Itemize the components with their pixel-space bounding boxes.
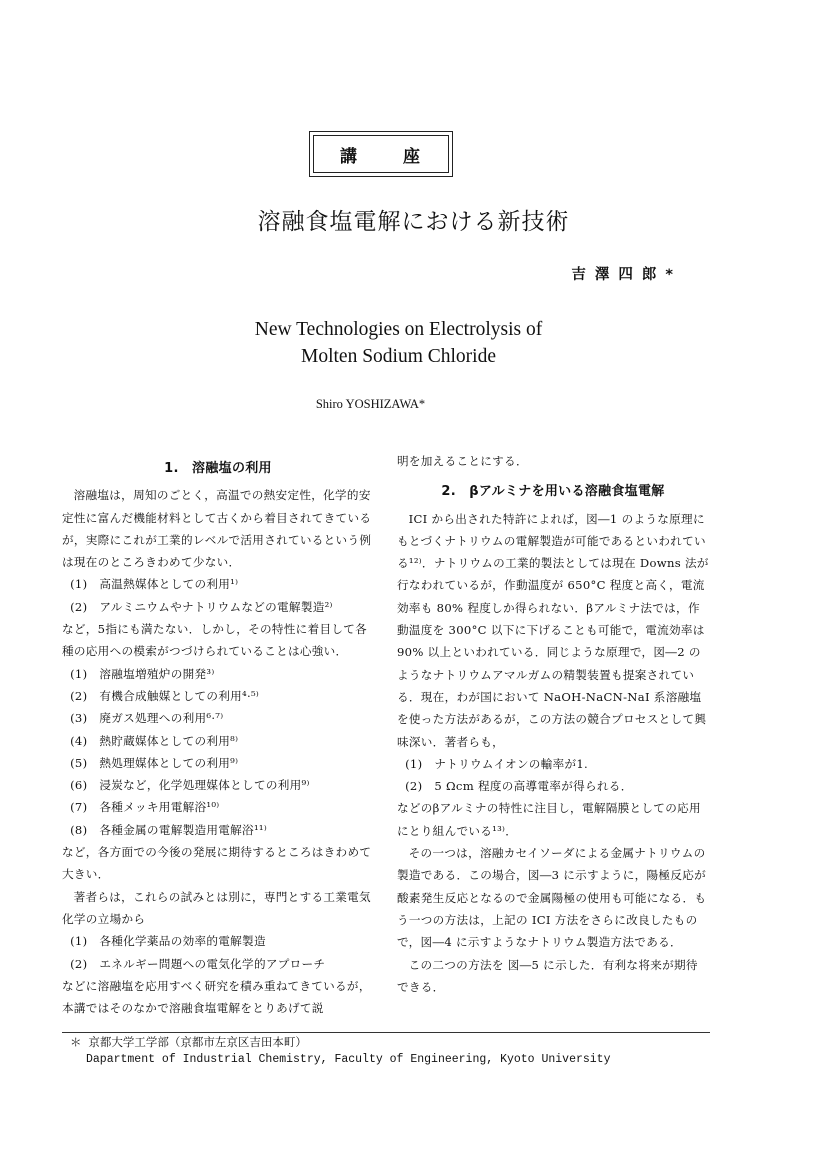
list-item: (1) ナトリウムイオンの輸率が1. <box>405 756 589 771</box>
footnote <box>70 1034 611 1068</box>
list-item: (1) 溶融塩増殖炉の開発³⁾ <box>70 666 215 681</box>
footnote-divider <box>62 1032 710 1033</box>
paragraph: などのβアルミナの特性に注目し，電解隔膜としての応用にとり組んでいる¹³⁾． <box>397 801 701 838</box>
article-title-jp: 溶融食塩電解における新技術 <box>257 209 570 235</box>
paragraph: その一つは，溶融カセイソーダによる金属ナトリウムの製造である．この場合，図―3 に示すように，陽極反応が酸素発生反応となるので金属陽極の使用も可能になる．もう一つの方法は，上記の ICI 方法をさらに改良したもので，図―4 に示すようなナトリウム製造方法である． <box>397 846 707 950</box>
list-item: (8) 各種金属の電解製造用電解浴¹¹⁾ <box>70 822 267 837</box>
right-column <box>397 450 709 998</box>
footnote-affiliation-jp: ＊ 京都大学工学部（京都市左京区吉田本町） <box>70 1035 307 1049</box>
left-column <box>62 458 374 1019</box>
category-label-left: 講 <box>340 146 359 167</box>
list-item: (1) 各種化学薬品の効率的電解製造 <box>70 934 266 949</box>
author-name-jp: 吉澤四郎* <box>571 267 682 283</box>
paragraph: など，5指にも満たない．しかし，その特性に着目して各種の応用への模索がつづけられていることは心強い． <box>62 622 368 659</box>
list-item: (7) 各種メッキ用電解浴¹⁰⁾ <box>70 800 220 815</box>
paragraph: この二つの方法を 図―5 に示した．有利な将来が期待できる． <box>397 957 698 994</box>
title-en-line-1: New Technologies on Electrolysis of <box>254 319 543 340</box>
list-item: (6) 浸炭など，化学処理媒体としての利用⁹⁾ <box>70 778 310 793</box>
list-item: (4) 熱貯蔵媒体としての利用⁸⁾ <box>70 733 239 748</box>
paragraph: など，各方面での今後の発展に期待するところはきわめて大きい． <box>62 845 372 882</box>
article-title-en <box>0 316 797 370</box>
list-item: (2) アルミニウムやナトリウムなどの電解製造²⁾ <box>70 599 333 614</box>
section-2-heading: 2. βアルミナを用いる溶融食塩電解 <box>441 484 665 500</box>
paragraph: などに溶融塩を応用すべく研究を積み重ねてきているが，本講ではそのなかで溶融食塩電解をとりあげて説 <box>62 978 371 1016</box>
title-en-line-2: Molten Sodium Chloride <box>301 346 496 367</box>
list-item: (2) エネルギー問題への電気化学的アプローチ <box>70 956 326 971</box>
paragraph: 明を加えることにする． <box>397 454 528 468</box>
section-1-heading: 1. 溶融塩の利用 <box>164 461 272 476</box>
lecture-category-box <box>313 135 449 173</box>
category-label-right: 座 <box>403 146 422 167</box>
list-item: (2) 有機合成触媒としての利用⁴·⁵⁾ <box>70 688 260 703</box>
paragraph: 著者らは，これらの試みとは別に，専門とする工業電気化学の立場から <box>62 889 371 926</box>
author-name-en: Shiro YOSHIZAWA* <box>315 397 426 411</box>
list-item: (1) 高温熱媒体としての利用¹⁾ <box>70 577 239 592</box>
list-item: (2) 5 Ωcm 程度の高導電率が得られる． <box>405 779 633 794</box>
list-item: (3) 廃ガス処理への利用⁶·⁷⁾ <box>70 711 224 726</box>
paragraph: ICI から出された特許によれば，図―1 のような原理にもとづくナトリウムの電解製造が可能であるといわれている¹²⁾．ナトリウムの工業的製法としては現在 Downs 法が行なわれているが，作動温度が 650°C 程度と高く，電流効率も 80% 程度しか得られない．βアルミナ法では，作動温度を 300°C 以下に下げることも可能で，電流効率は 90% 以上といわれている．同じような原理で，図―2 のようなナトリウムアマルガムの精製装置も提案されている．現在，わが国において NaOH-NaCN-NaI 系溶融塩を使った方法があるが，この方法の競合プロセスとして興味深い．著者らも， <box>397 511 709 749</box>
list-item: (5) 熱処理媒体としての利用⁹⁾ <box>70 755 239 770</box>
paragraph: 溶融塩は，周知のごとく，高温での熱安定性，化学的安定性に富んだ機能材料として古くから着目されてきているが，実際にこれが工業的レベルで活用されているという例は現在のところきわめて少ない． <box>62 488 372 570</box>
footnote-affiliation-en: Dapartment of Industrial Chemistry, Faculty of Engineering, Kyoto University <box>86 1053 611 1066</box>
